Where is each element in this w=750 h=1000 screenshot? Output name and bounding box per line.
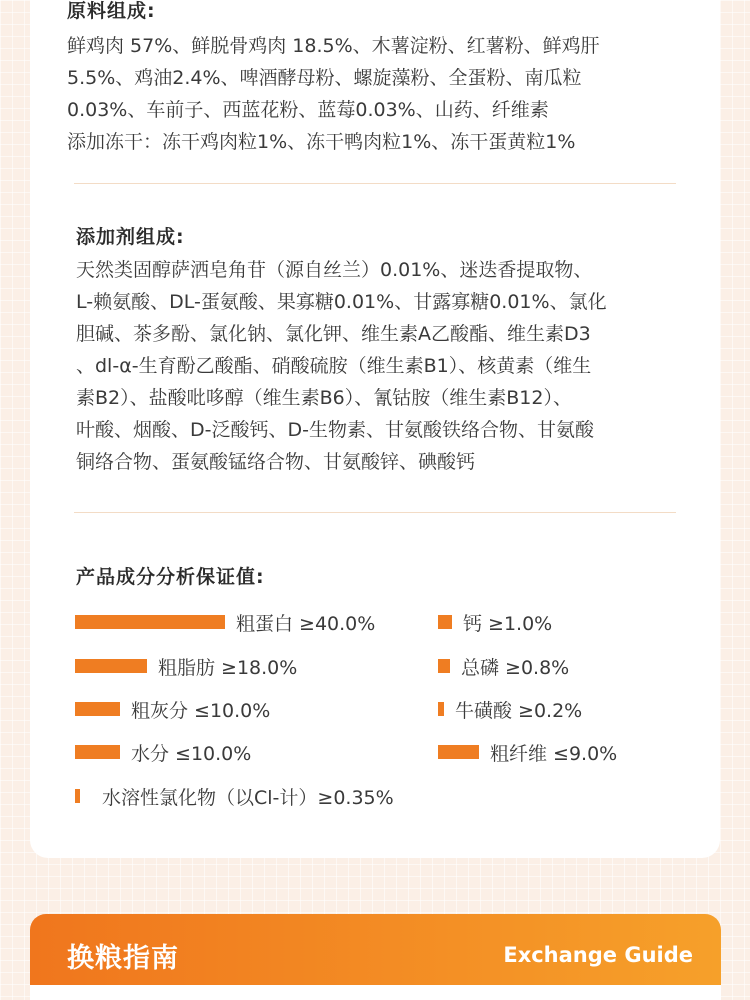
nutrient-item	[75, 740, 251, 764]
additives-line: 天然类固醇萨洒皂角苷（源自丝兰）0.01%、迷迭香提取物、	[76, 259, 593, 281]
nutrient-label: 粗纤维 ≤9.0%	[490, 742, 618, 765]
guide-subtitle: Exchange Guide	[503, 943, 693, 967]
additives-line: L-赖氨酸、DL-蛋氨酸、果寡糖0.01%、甘露寡糖0.01%、氯化	[76, 291, 607, 313]
guide-title: 换粮指南	[67, 943, 179, 974]
raw-materials-text	[67, 30, 687, 158]
nutrient-bar	[438, 659, 450, 673]
nutrient-label: 粗脂肪 ≥18.0%	[158, 656, 298, 679]
nutrient-label: 牛磺酸 ≥0.2%	[455, 699, 583, 722]
additives-line: 、dl-α-生育酚乙酸酯、硝酸硫胺（维生素B1）、核黄素（维生	[76, 355, 592, 377]
raw-materials-line: 鲜鸡肉 57%、鲜脱骨鸡肉 18.5%、木薯淀粉、红薯粉、鲜鸡肝	[67, 35, 600, 57]
additives-title: 添加剂组成:	[76, 226, 185, 248]
nutrient-item	[438, 697, 582, 721]
nutrient-item	[75, 697, 270, 721]
nutrient-label: 水分 ≤10.0%	[131, 742, 252, 765]
nutrient-label: 粗蛋白 ≥40.0%	[236, 612, 376, 635]
nutrient-item	[75, 654, 297, 678]
nutrient-label: 水溶性氯化物（以Cl-计）≥0.35%	[102, 786, 394, 809]
additives-line: 铜络合物、蛋氨酸锰络合物、甘氨酸锌、碘酸钙	[76, 451, 476, 473]
raw-materials-line: 添加冻干：冻干鸡肉粒1%、冻干鸭肉粒1%、冻干蛋黄粒1%	[67, 131, 576, 153]
nutrient-label: 钙 ≥1.0%	[463, 612, 553, 635]
nutrient-label: 粗灰分 ≤10.0%	[131, 699, 271, 722]
exchange-guide-header	[30, 914, 721, 1000]
nutrient-bar	[438, 745, 479, 759]
nutrient-item	[438, 610, 552, 634]
guide-content-area	[30, 985, 721, 1000]
additives-line: 胆碱、茶多酚、氯化钠、氯化钾、维生素A乙酸酯、维生素D3	[76, 323, 591, 345]
nutrient-bar	[75, 745, 120, 759]
nutrient-bar	[75, 615, 225, 629]
additives-line: 叶酸、烟酸、D-泛酸钙、D-生物素、甘氨酸铁络合物、甘氨酸	[76, 419, 594, 441]
nutrient-item	[438, 740, 617, 764]
section-divider	[74, 512, 676, 513]
nutrient-item	[438, 654, 569, 678]
analysis-title: 产品成分分析保证值:	[76, 566, 265, 588]
nutrient-bar	[75, 659, 147, 673]
raw-materials-title: 原料组成:	[67, 0, 156, 22]
nutrient-bar	[438, 615, 452, 629]
nutrient-label: 总磷 ≥0.8%	[461, 656, 570, 679]
nutrient-item	[75, 784, 394, 808]
nutrient-bar	[75, 789, 80, 803]
section-divider	[74, 183, 676, 184]
nutrient-bar	[438, 702, 444, 716]
raw-materials-line: 0.03%、车前子、西蓝花粉、蓝莓0.03%、山药、纤维素	[67, 99, 549, 121]
ingredient-card	[30, 0, 720, 858]
raw-materials-line: 5.5%、鸡油2.4%、啤酒酵母粉、螺旋藻粉、全蛋粉、南瓜粒	[67, 67, 582, 89]
additives-text	[76, 254, 716, 478]
nutrient-bar	[75, 702, 120, 716]
nutrient-item	[75, 610, 375, 634]
additives-line: 素B2）、盐酸吡哆醇（维生素B6）、氰钴胺（维生素B12）、	[76, 387, 572, 409]
